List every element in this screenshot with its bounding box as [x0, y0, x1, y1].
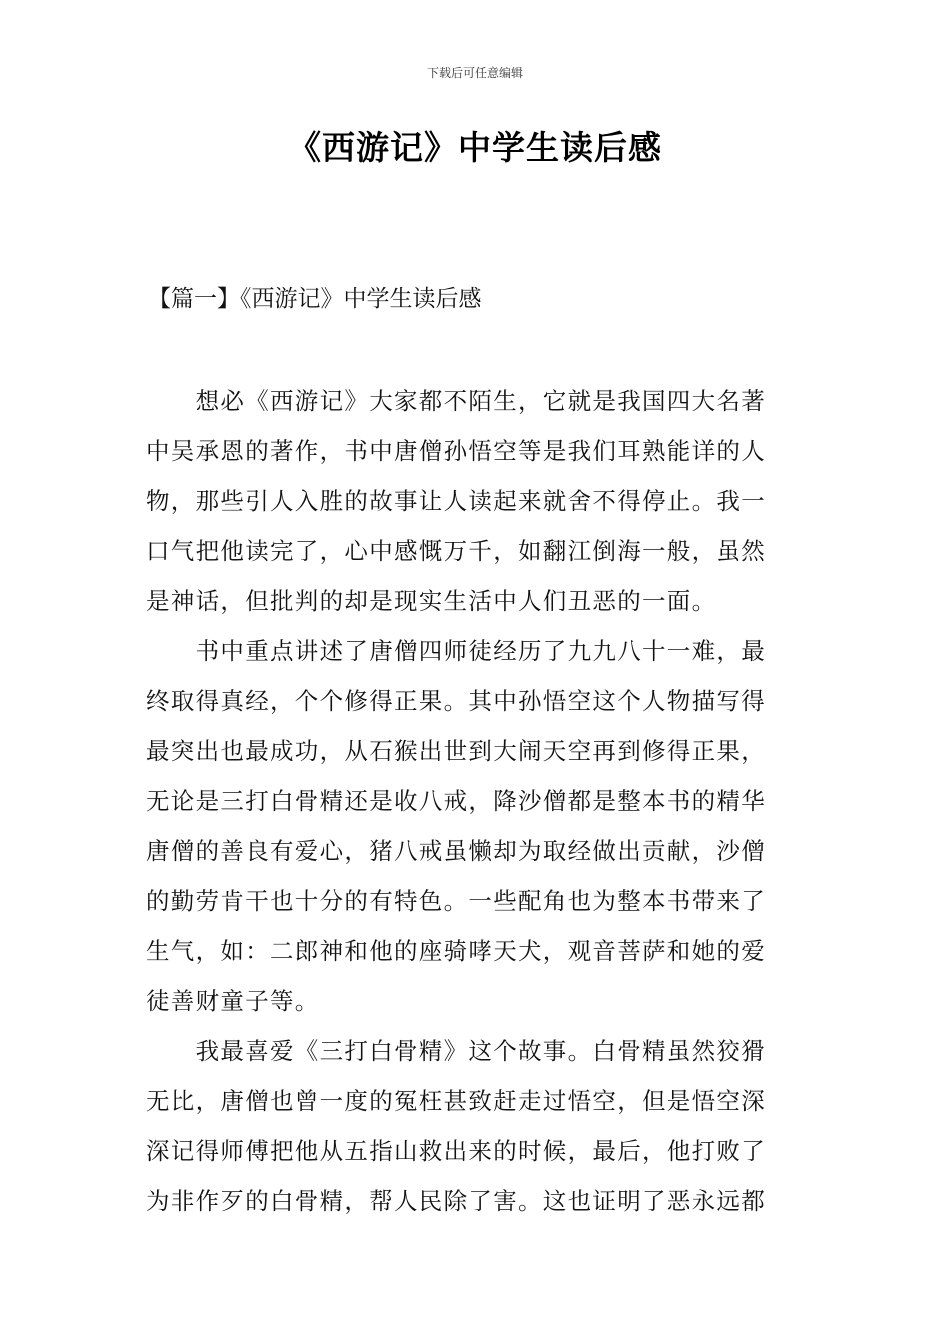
body-line: 的勤劳肯干也十分的有特色。一些配角也为整本书带来了 — [146, 887, 766, 915]
body-line: 中吴承恩的著作，书中唐僧孙悟空等是我们耳熟能详的人 — [146, 437, 766, 465]
body-line: 无论是三打白骨精还是收八戒，降沙僧都是整本书的精华 — [146, 787, 766, 815]
body-line: 生气，如：二郎神和他的座骑哮天犬，观音菩萨和她的爱 — [146, 937, 766, 965]
body-line: 为非作歹的白骨精，帮人民除了害。这也证明了恶永远都 — [146, 1187, 766, 1215]
header-note: 下载后可任意编辑 — [426, 66, 523, 80]
document-title: 《西游记》中学生读后感 — [288, 128, 662, 167]
body-line: 唐僧的善良有爱心，猪八戒虽懒却为取经做出贡献，沙僧 — [146, 837, 766, 865]
section-heading: 【篇一】《西游记》中学生读后感 — [148, 286, 482, 312]
body-line: 物，那些引人入胜的故事让人读起来就舍不得停止。我一 — [146, 487, 766, 515]
body-line: 口气把他读完了，心中感慨万千，如翻江倒海一般，虽然 — [146, 537, 766, 565]
body-line: 是神话，但批判的却是现实生活中人们丑恶的一面。 — [146, 587, 717, 615]
body-line: 深记得师傅把他从五指山救出来的时候，最后，他打败了 — [146, 1137, 766, 1165]
body-line: 想必《西游记》大家都不陌生，它就是我国四大名著 — [146, 387, 766, 415]
body-line: 我最喜爱《三打白骨精》这个故事。白骨精虽然狡猾 — [146, 1037, 766, 1065]
body-line: 终取得真经，个个修得正果。其中孙悟空这个人物描写得 — [146, 687, 766, 715]
body-line: 书中重点讲述了唐僧四师徒经历了九九八十一难，最 — [146, 637, 766, 665]
body-line: 最突出也最成功，从石猴出世到大闹天空再到修得正果， — [146, 737, 766, 765]
body-line: 无比，唐僧也曾一度的冤枉甚致赶走过悟空，但是悟空深 — [146, 1087, 766, 1115]
body-line: 徒善财童子等。 — [146, 987, 320, 1015]
body-text — [146, 376, 808, 1226]
